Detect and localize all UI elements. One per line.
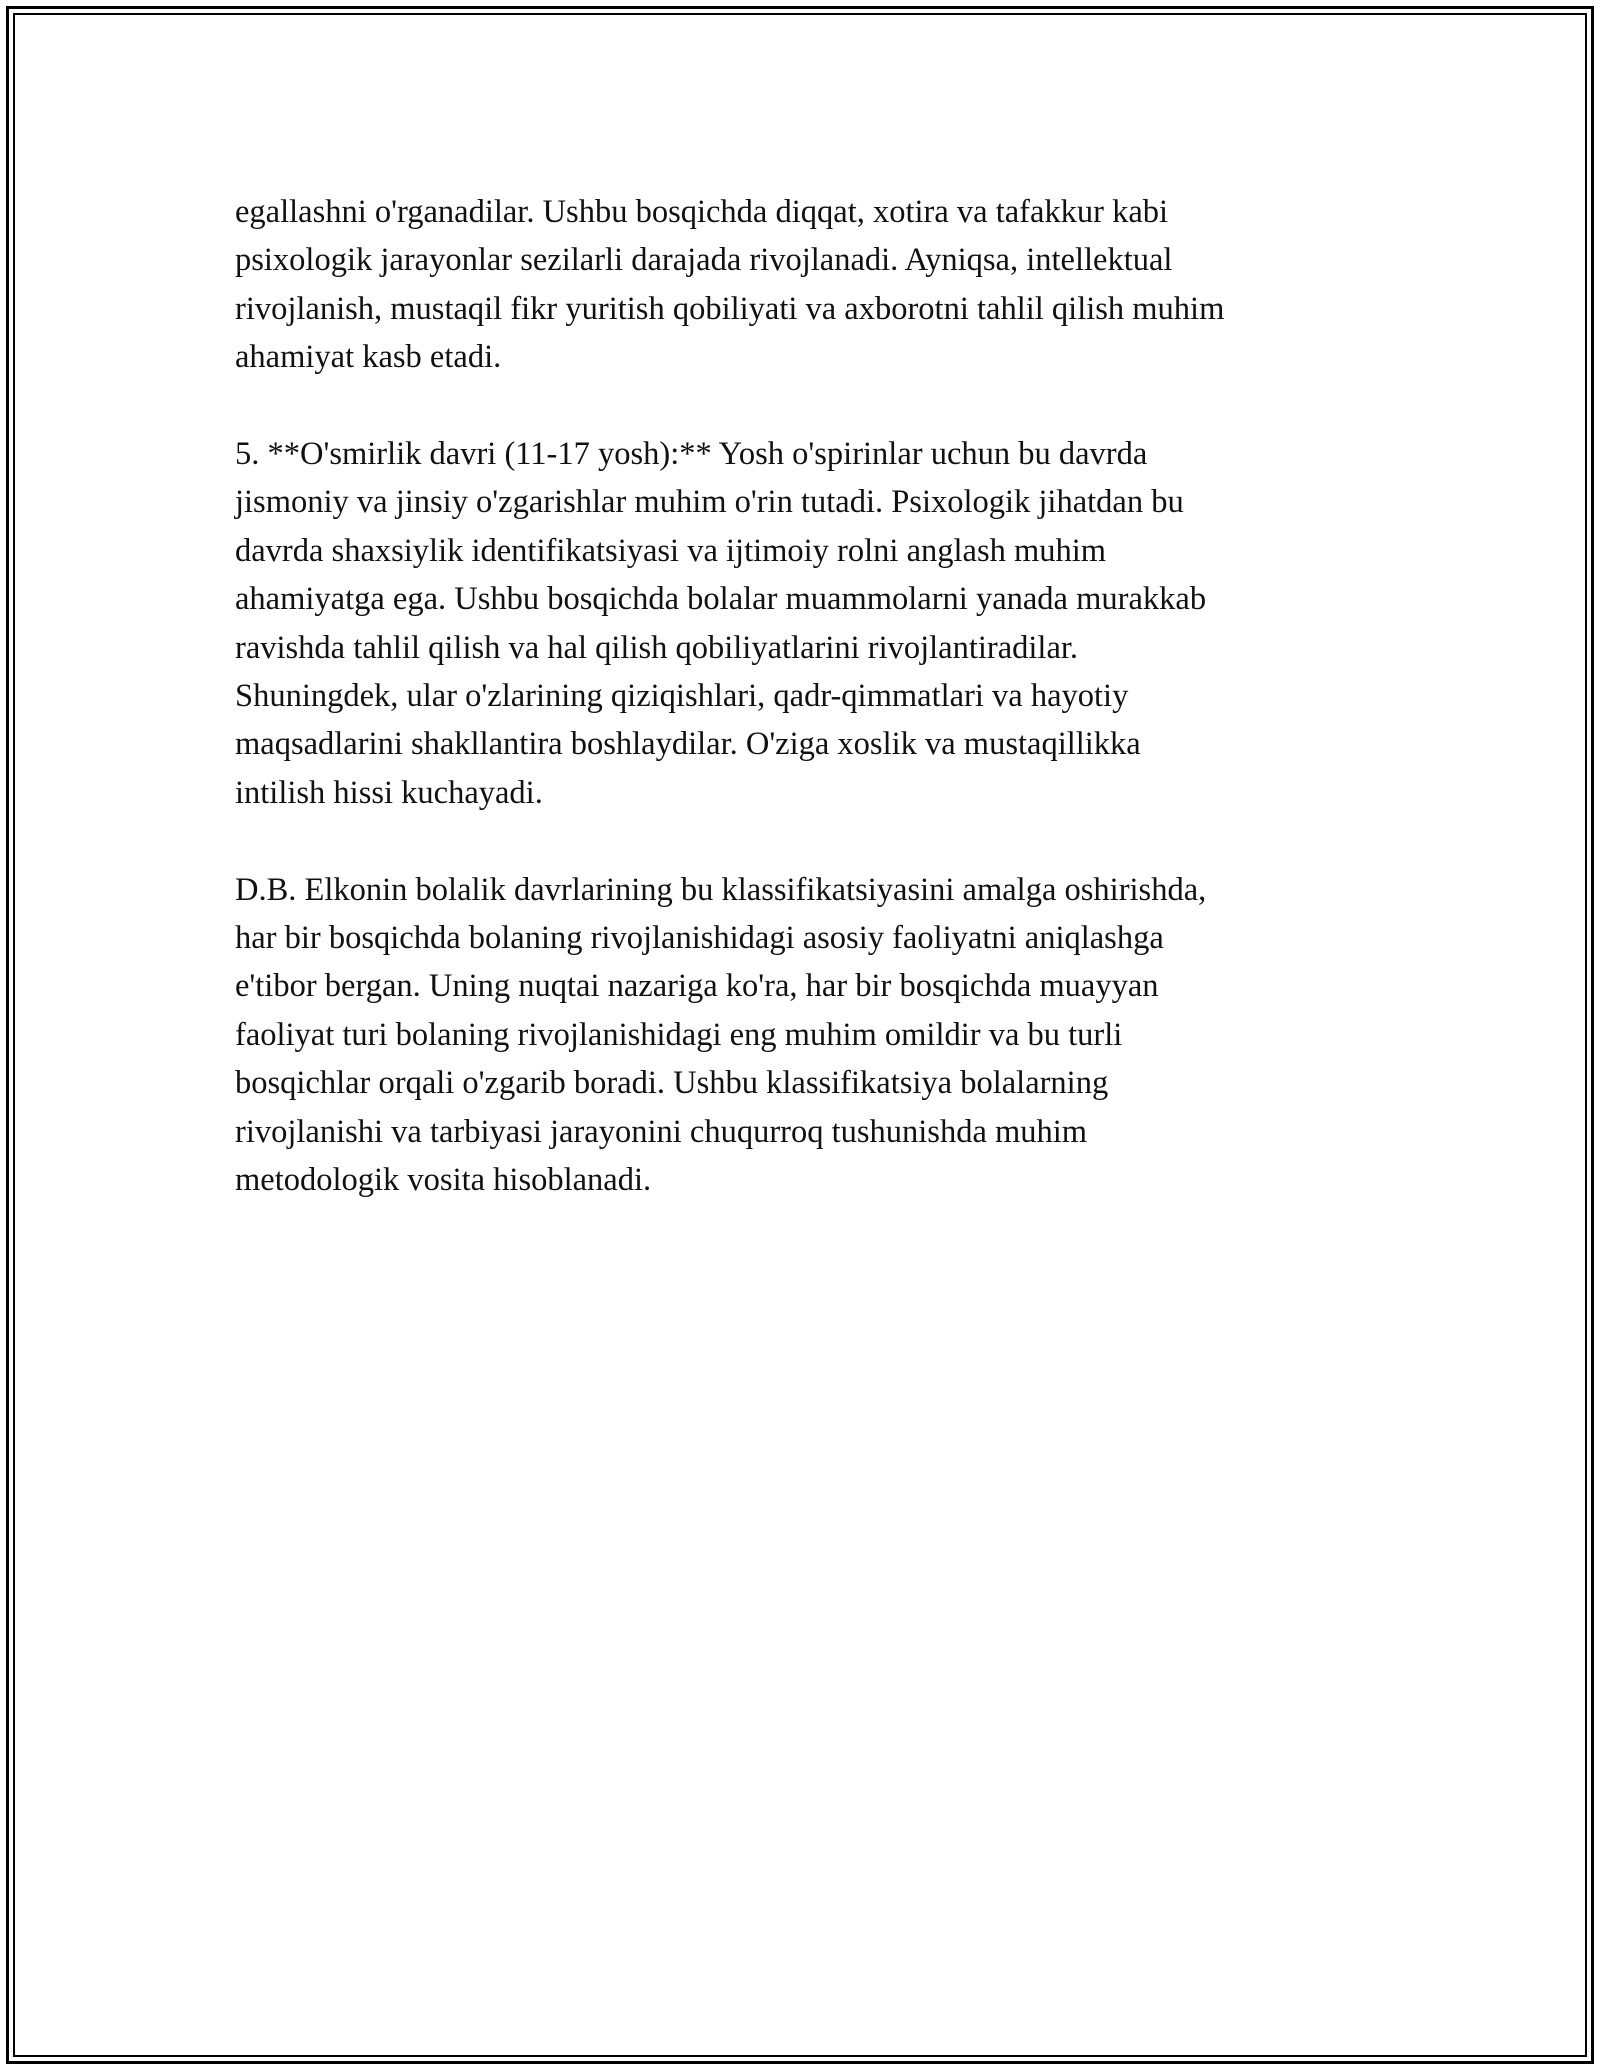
- paragraph-elkonin-classification: D.B. Elkonin bolalik davrlarining bu klassifikatsiyasini amalga oshirishda, har bir bosqichda bolaning rivojlanishidagi asosiy faoliyatni aniqlashga e'tibor bergan. Uning nuqtai nazariga ko'ra, har bir bosqichda muayyan faoliyat turi bolaning rivojlanishidagi eng muhim omildir va bu turli bosqichlar orqali o'zgarib boradi. Ushbu klassifikatsiya bolalarning rivojlanishi va tarbiyasi jarayonini chuqurroq tushunishda muhim metodologik vosita hisoblanadi.: [235, 871, 1207, 1199]
- paragraph-intellectual-development: egallashni o'rganadilar. Ushbu bosqichda diqqat, xotira va tafakkur kabi psixologik jarayonlar sezilarli darajada rivojlanadi. Ayniqsa, intellektual rivojlanish, mustaqil fikr yuritish qobiliyati va axborotni tahlil qilish muhim ahamiyat kasb etadi.: [235, 194, 1225, 376]
- paragraph-adolescence-period: 5. **O'smirlik davri (11-17 yosh):** Yosh o'spirinlar uchun bu davrda jismoniy va jinsiy o'zgarishlar muhim o'rin tutadi. Psixologik jihatdan bu davrda shaxsiylik identifikatsiyasi va ijtimoiy rolni anglash muhim ahamiyatga ega. Ushbu bosqichda bolalar muammolarni yanada murakkab ravishda tahlil qilish va hal qilish qobiliyatlarini rivojlantiradilar. Shuningdek, ular o'zlarining qiziqishlari, qadr-qimmatlari va hayotiy maqsadlarini shakllantira boshlaydilar. O'ziga xoslik va mustaqillikka intilish hissi kuchayadi.: [235, 436, 1207, 811]
- document-body: [235, 188, 1385, 1253]
